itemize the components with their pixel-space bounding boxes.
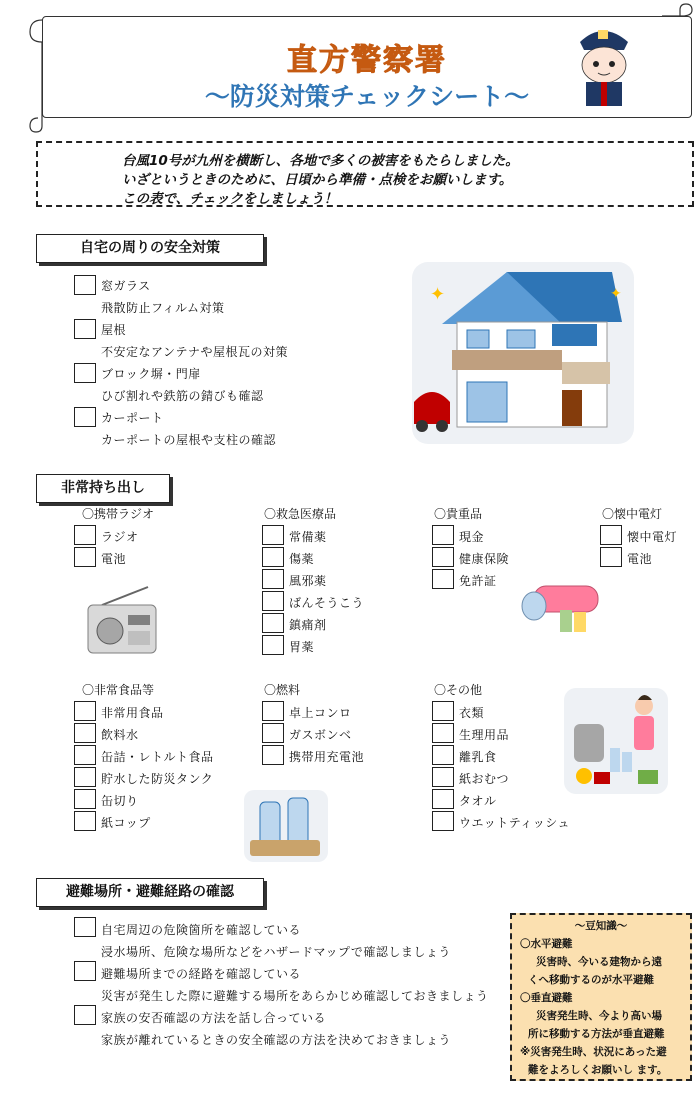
checkbox[interactable] <box>432 547 454 567</box>
checkbox[interactable] <box>600 547 622 567</box>
flashlight-illustration-icon <box>520 580 604 636</box>
tip-heading-horizontal: 〇水平避難 <box>520 938 573 950</box>
checkbox[interactable] <box>74 701 96 721</box>
checkbox-roof[interactable] <box>74 319 96 339</box>
checkbox[interactable] <box>74 767 96 787</box>
item-label: 健康保険 <box>459 552 510 566</box>
item-label: 飲料水 <box>101 728 139 742</box>
svg-text:✦: ✦ <box>610 286 622 302</box>
section-home-safety-title: 自宅の周りの安全対策 <box>36 234 264 263</box>
item-label: 電池 <box>101 552 127 566</box>
intro-line-2: いざというときのために、日頃から準備・点検をお願いします。 <box>122 172 513 188</box>
checkbox[interactable] <box>262 525 284 545</box>
tip-text: 災害時、今いる建物から遠 <box>536 956 662 968</box>
checkbox[interactable] <box>432 789 454 809</box>
item-note: 家族が離れているときの安全確認の方法を決めておきましょう <box>101 1033 452 1047</box>
item-label: ウエットティッシュ <box>459 816 571 830</box>
item-label: 避難場所までの経路を確認している <box>101 967 302 981</box>
checkbox[interactable] <box>262 569 284 589</box>
item-label: 缶切り <box>101 794 139 808</box>
item-label: 常備薬 <box>289 530 327 544</box>
checkbox[interactable] <box>432 767 454 787</box>
group-heading: 〇携帯ラジオ <box>82 507 155 521</box>
checkbox[interactable] <box>600 525 622 545</box>
checkbox[interactable] <box>432 569 454 589</box>
checkbox[interactable] <box>432 811 454 831</box>
item-label: 携帯用充電池 <box>289 750 365 764</box>
checkbox-family-check[interactable] <box>74 1005 96 1025</box>
checkbox[interactable] <box>74 789 96 809</box>
item-label: 自宅周辺の危険箇所を確認している <box>101 923 302 937</box>
checkbox[interactable] <box>74 547 96 567</box>
radio-illustration-icon <box>84 583 160 659</box>
item-label: ブロック塀・門扉 <box>101 367 201 381</box>
item-note: 飛散防止フィルム対策 <box>101 301 225 315</box>
item-label: 現金 <box>459 530 485 544</box>
item-label: 離乳食 <box>459 750 497 764</box>
item-label: 非常用食品 <box>101 706 164 720</box>
item-label: 紙おむつ <box>459 772 510 786</box>
item-label: 衣類 <box>459 706 485 720</box>
item-label: タオル <box>459 794 497 808</box>
item-note: カーポートの屋根や支柱の確認 <box>101 433 277 447</box>
item-label: 胃薬 <box>289 640 315 654</box>
item-label: 貯水した防災タンク <box>101 772 214 786</box>
page-title: 直方警察署 <box>287 43 447 78</box>
checkbox-window-glass[interactable] <box>74 275 96 295</box>
tip-box <box>510 913 692 1081</box>
group-heading: 〇貴重品 <box>434 507 483 521</box>
group-heading: 〇その他 <box>434 683 483 697</box>
item-label: 紙コップ <box>101 816 151 830</box>
item-note: 不安定なアンテナや屋根瓦の対策 <box>101 345 289 359</box>
checkbox[interactable] <box>262 745 284 765</box>
checkbox[interactable] <box>74 811 96 831</box>
tip-title: ～豆知識～ <box>574 920 628 932</box>
tip-text: 災害発生時、今より高い場 <box>536 1010 662 1022</box>
intro-box <box>36 141 694 207</box>
checkbox[interactable] <box>432 701 454 721</box>
item-label: 風邪薬 <box>289 574 327 588</box>
item-label: ラジオ <box>101 530 139 544</box>
checkbox[interactable] <box>74 745 96 765</box>
tip-text: 難をよろしくお願いし ます。 <box>528 1064 668 1076</box>
tip-heading-vertical: 〇垂直避難 <box>520 992 573 1004</box>
checkbox[interactable] <box>262 635 284 655</box>
checkbox-hazard-check[interactable] <box>74 917 96 937</box>
group-heading: 〇燃料 <box>264 683 301 697</box>
item-note: ひび割れや鉄筋の錆びも確認 <box>101 389 264 403</box>
water-bottles-illustration-icon <box>244 790 328 862</box>
checkbox[interactable] <box>432 723 454 743</box>
section-evacuation-title: 避難場所・避難経路の確認 <box>36 878 264 907</box>
checkbox[interactable] <box>74 525 96 545</box>
checkbox-route-check[interactable] <box>74 961 96 981</box>
group-heading: 〇懐中電灯 <box>602 507 663 521</box>
item-note: 災害が発生した際に避難する場所をあらかじめ確認しておきましょう <box>101 989 489 1003</box>
checkbox-block-wall[interactable] <box>74 363 96 383</box>
item-label: 生理用品 <box>459 728 510 742</box>
item-note: 浸水場所、危険な場所などをハザードマップで確認しましょう <box>101 945 451 959</box>
item-label: 屋根 <box>101 323 127 337</box>
item-label: 懐中電灯 <box>627 530 678 544</box>
svg-text:✦: ✦ <box>430 284 446 305</box>
checkbox[interactable] <box>262 547 284 567</box>
item-label: 缶詰・レトルト食品 <box>101 750 214 764</box>
item-label: 家族の安否確認の方法を話し合っている <box>101 1011 327 1025</box>
item-label: 卓上コンロ <box>289 706 352 720</box>
intro-line-3: この表で、チェックをしましょう！ <box>122 191 338 207</box>
group-heading: 〇救急医療品 <box>264 507 337 521</box>
checkbox[interactable] <box>262 613 284 633</box>
intro-line-1: 台風10号が九州を横断し、各地で多くの被害をもたらしました。 <box>122 153 519 169</box>
group-heading: 〇非常食品等 <box>82 683 155 697</box>
checkbox[interactable] <box>74 723 96 743</box>
item-label: 傷薬 <box>289 552 315 566</box>
item-label: ガスボンベ <box>289 728 352 742</box>
item-label: ばんそうこう <box>289 596 365 610</box>
tip-text: ※災害発生時、状況にあった避 <box>520 1046 667 1058</box>
checkbox[interactable] <box>432 525 454 545</box>
tip-text: くへ移動するのが水平避難 <box>528 974 654 986</box>
checkbox[interactable] <box>432 745 454 765</box>
supplies-illustration-icon <box>564 688 668 794</box>
section-emergency-kit-title: 非常持ち出し <box>36 474 170 503</box>
item-label: カーポート <box>101 411 164 425</box>
house-illustration-icon <box>412 262 634 444</box>
checkbox[interactable] <box>262 701 284 721</box>
checkbox[interactable] <box>262 591 284 611</box>
police-mascot-icon <box>572 20 634 108</box>
item-label: 鎮痛剤 <box>289 618 327 632</box>
checkbox-carport[interactable] <box>74 407 96 427</box>
item-label: 免許証 <box>459 574 497 588</box>
item-label: 窓ガラス <box>101 279 151 293</box>
item-label: 電池 <box>627 552 653 566</box>
page-subtitle: ～防災対策チェックシート～ <box>204 82 530 111</box>
checkbox[interactable] <box>262 723 284 743</box>
tip-text: 所に移動する方法が垂直避難 <box>528 1028 665 1040</box>
